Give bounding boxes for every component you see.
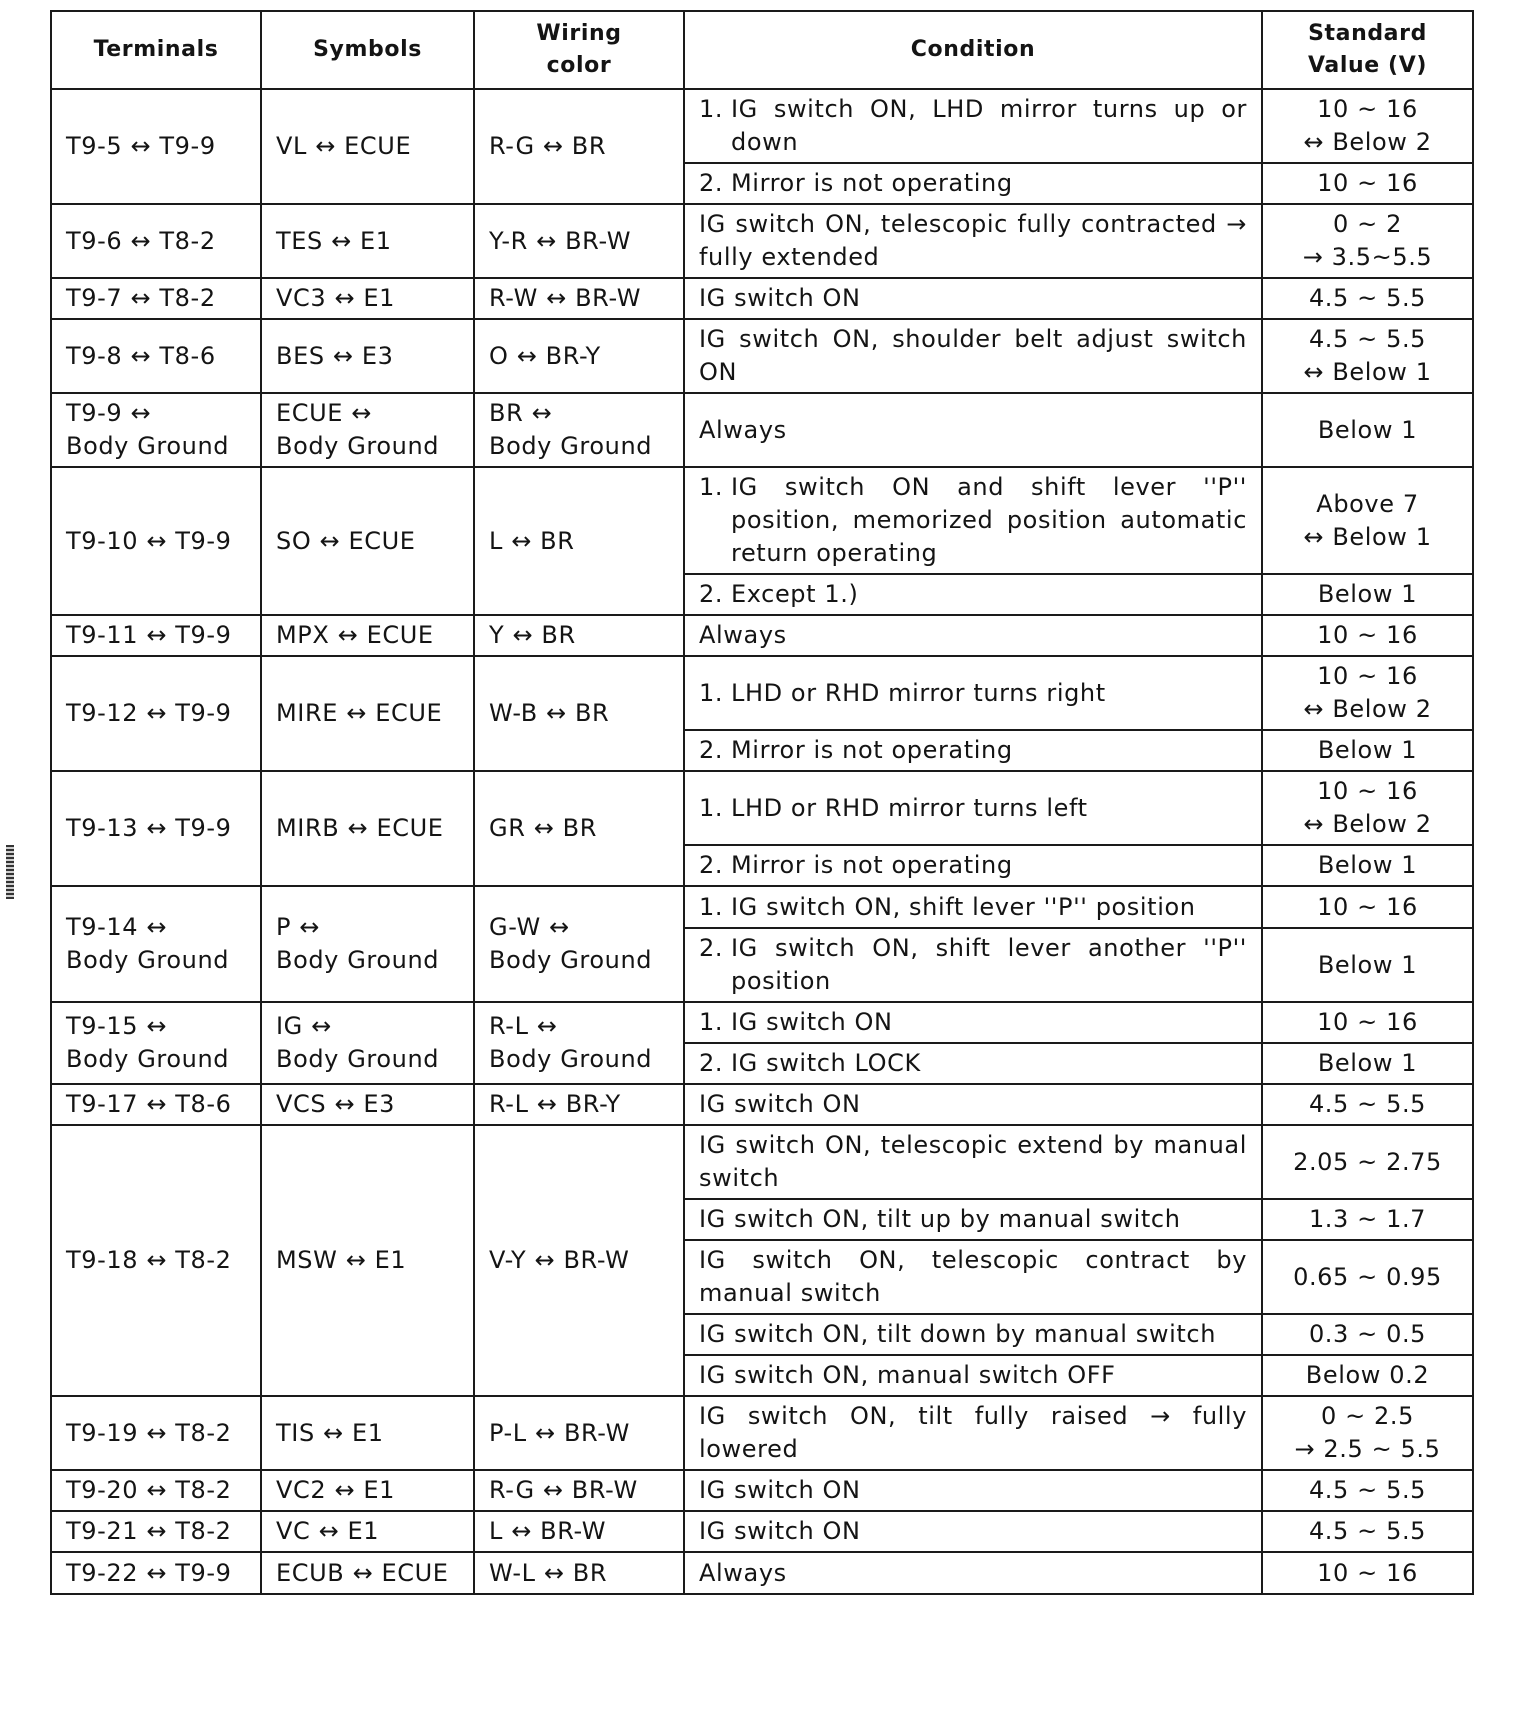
condition-text: IG switch ON, telescopic contract by manual switch <box>699 1246 1247 1307</box>
condition-item <box>699 167 1247 200</box>
table-row <box>51 615 1473 656</box>
condition-cell <box>684 1002 1262 1043</box>
standard-value-cell: 10 ~ 16 ↔ Below 2 <box>1262 89 1473 163</box>
standard-value-cell: 10 ~ 16 ↔ Below 2 <box>1262 771 1473 845</box>
condition-text: Mirror is not operating <box>731 736 1013 764</box>
condition-item <box>699 677 1247 710</box>
standard-value-cell: 2.05 ~ 2.75 <box>1262 1125 1473 1199</box>
standard-value-cell: 0.3 ~ 0.5 <box>1262 1314 1473 1355</box>
wiring-color-cell: R-L ↔ Body Ground <box>474 1002 684 1084</box>
condition-cell <box>684 1396 1262 1470</box>
header-wiring-color: Wiring color <box>474 11 684 89</box>
condition-item <box>699 578 1247 611</box>
condition-item <box>699 471 1247 570</box>
wiring-color-cell: W-L ↔ BR <box>474 1552 684 1594</box>
condition-cell <box>684 615 1262 656</box>
standard-value-cell: 0.65 ~ 0.95 <box>1262 1240 1473 1314</box>
table-row <box>51 1002 1473 1043</box>
symbols-cell: MPX ↔ ECUE <box>261 615 474 656</box>
condition-text: IG switch ON, shift lever ''P'' position <box>731 892 1196 921</box>
condition-text: IG switch ON, tilt up by manual switch <box>699 1205 1181 1233</box>
symbols-cell: VL ↔ ECUE <box>261 89 474 204</box>
table-row <box>51 204 1473 278</box>
condition-number: 2. <box>699 580 724 608</box>
condition-cell <box>684 845 1262 886</box>
condition-item <box>699 1047 1247 1080</box>
symbols-cell: VC3 ↔ E1 <box>261 278 474 319</box>
condition-text: Mirror is not operating <box>731 851 1013 879</box>
terminals-cell: T9-8 ↔ T8-6 <box>51 319 261 393</box>
symbols-cell: ECUE ↔ Body Ground <box>261 393 474 467</box>
condition-cell <box>684 574 1262 615</box>
symbols-cell: MIRB ↔ ECUE <box>261 771 474 886</box>
condition-cell <box>684 1125 1262 1199</box>
condition-item <box>699 93 1247 159</box>
symbols-cell: MIRE ↔ ECUE <box>261 656 474 771</box>
condition-cell <box>684 89 1262 163</box>
terminals-cell: T9-22 ↔ T9-9 <box>51 1552 261 1594</box>
table-row <box>51 771 1473 845</box>
symbols-cell: VCS ↔ E3 <box>261 1084 474 1125</box>
table-row <box>51 1084 1473 1125</box>
condition-cell <box>684 928 1262 1002</box>
wiring-color-cell: R-G ↔ BR-W <box>474 1470 684 1511</box>
wiring-color-cell: L ↔ BR-W <box>474 1511 684 1552</box>
condition-cell <box>684 1511 1262 1552</box>
terminals-cell: T9-6 ↔ T8-2 <box>51 204 261 278</box>
condition-cell <box>684 1043 1262 1084</box>
condition-number: 1. <box>699 793 724 822</box>
symbols-cell: BES ↔ E3 <box>261 319 474 393</box>
condition-cell <box>684 1084 1262 1125</box>
condition-number: 2. <box>699 1049 724 1077</box>
terminal-spec-page <box>50 10 1472 1595</box>
symbols-cell: ECUB ↔ ECUE <box>261 1552 474 1594</box>
condition-cell <box>684 1552 1262 1594</box>
terminals-cell: T9-11 ↔ T9-9 <box>51 615 261 656</box>
condition-text: IG switch ON <box>699 1517 861 1545</box>
standard-value-cell: 10 ~ 16 <box>1262 163 1473 204</box>
terminals-cell: T9-17 ↔ T8-6 <box>51 1084 261 1125</box>
terminal-voltage-table <box>50 10 1474 1595</box>
symbols-cell: IG ↔ Body Ground <box>261 1002 474 1084</box>
standard-value-cell: 10 ~ 16 <box>1262 1002 1473 1043</box>
condition-text: LHD or RHD mirror turns left <box>731 793 1088 822</box>
wiring-color-cell: R-G ↔ BR <box>474 89 684 204</box>
terminals-cell: T9-7 ↔ T8-2 <box>51 278 261 319</box>
condition-cell <box>684 467 1262 574</box>
condition-text: Mirror is not operating <box>731 169 1013 197</box>
wiring-color-cell: R-L ↔ BR-Y <box>474 1084 684 1125</box>
wiring-color-cell: W-B ↔ BR <box>474 656 684 771</box>
condition-cell <box>684 1199 1262 1240</box>
condition-text: IG switch ON <box>731 1008 893 1036</box>
wiring-color-cell: GR ↔ BR <box>474 771 684 886</box>
standard-value-cell: 4.5 ~ 5.5 <box>1262 1084 1473 1125</box>
terminals-cell: T9-12 ↔ T9-9 <box>51 656 261 771</box>
condition-text: IG switch ON and shift lever ''P'' position, memorized position automatic return operating <box>731 473 1247 567</box>
standard-value-cell: 4.5 ~ 5.5 <box>1262 1470 1473 1511</box>
wiring-color-cell: Y-R ↔ BR-W <box>474 204 684 278</box>
condition-item <box>699 792 1247 825</box>
condition-number: 2. <box>699 736 724 764</box>
standard-value-cell: 10 ~ 16 <box>1262 1552 1473 1594</box>
condition-text: IG switch ON, LHD mirror turns up or down <box>731 95 1247 156</box>
condition-item <box>699 734 1247 767</box>
table-row <box>51 656 1473 730</box>
wiring-color-cell: BR ↔ Body Ground <box>474 393 684 467</box>
condition-cell <box>684 278 1262 319</box>
terminals-cell: T9-5 ↔ T9-9 <box>51 89 261 204</box>
terminals-cell: T9-21 ↔ T8-2 <box>51 1511 261 1552</box>
terminals-cell: T9-20 ↔ T8-2 <box>51 1470 261 1511</box>
standard-value-cell: Below 1 <box>1262 928 1473 1002</box>
wiring-color-cell: R-W ↔ BR-W <box>474 278 684 319</box>
table-row <box>51 1396 1473 1470</box>
standard-value-cell: Above 7 ↔ Below 1 <box>1262 467 1473 574</box>
condition-cell <box>684 163 1262 204</box>
wiring-color-cell: G-W ↔ Body Ground <box>474 886 684 1002</box>
standard-value-cell: 0 ~ 2.5 → 2.5 ~ 5.5 <box>1262 1396 1473 1470</box>
standard-value-cell: 4.5 ~ 5.5 <box>1262 1511 1473 1552</box>
terminals-cell: T9-18 ↔ T8-2 <box>51 1125 261 1396</box>
table-row <box>51 886 1473 928</box>
condition-text: IG switch ON <box>699 1476 861 1504</box>
table-row <box>51 393 1473 467</box>
standard-value-cell: 1.3 ~ 1.7 <box>1262 1199 1473 1240</box>
condition-text: LHD or RHD mirror turns right <box>731 678 1106 707</box>
table-row <box>51 319 1473 393</box>
condition-text: IG switch LOCK <box>731 1049 921 1077</box>
table-body <box>51 89 1473 1594</box>
standard-value-cell: Below 1 <box>1262 1043 1473 1084</box>
standard-value-cell: Below 1 <box>1262 393 1473 467</box>
terminals-cell: T9-13 ↔ T9-9 <box>51 771 261 886</box>
table-row <box>51 467 1473 574</box>
condition-cell <box>684 730 1262 771</box>
condition-cell <box>684 319 1262 393</box>
terminals-cell: T9-14 ↔ Body Ground <box>51 886 261 1002</box>
symbols-cell: P ↔ Body Ground <box>261 886 474 1002</box>
symbols-cell: VC2 ↔ E1 <box>261 1470 474 1511</box>
header-standard-value: Standard Value (V) <box>1262 11 1473 89</box>
symbols-cell: TES ↔ E1 <box>261 204 474 278</box>
condition-item <box>699 891 1247 924</box>
terminals-cell: T9-19 ↔ T8-2 <box>51 1396 261 1470</box>
condition-text: IG switch ON <box>699 1090 861 1118</box>
wiring-color-cell: O ↔ BR-Y <box>474 319 684 393</box>
table-row <box>51 1511 1473 1552</box>
condition-cell <box>684 204 1262 278</box>
condition-cell <box>684 771 1262 845</box>
standard-value-cell: 10 ~ 16 <box>1262 886 1473 928</box>
condition-cell <box>684 886 1262 928</box>
standard-value-cell: Below 1 <box>1262 845 1473 886</box>
symbols-cell: TIS ↔ E1 <box>261 1396 474 1470</box>
condition-text: Always <box>699 621 787 649</box>
wiring-color-cell: P-L ↔ BR-W <box>474 1396 684 1470</box>
condition-cell <box>684 1470 1262 1511</box>
condition-number: 1. <box>699 892 724 921</box>
condition-text: IG switch ON, tilt down by manual switch <box>699 1320 1217 1348</box>
condition-text: IG switch ON, manual switch OFF <box>699 1361 1116 1389</box>
header-terminals: Terminals <box>51 11 261 89</box>
standard-value-cell: 4.5 ~ 5.5 ↔ Below 1 <box>1262 319 1473 393</box>
symbols-cell: MSW ↔ E1 <box>261 1125 474 1396</box>
condition-text: Always <box>699 1558 787 1587</box>
wiring-color-cell: L ↔ BR <box>474 467 684 615</box>
condition-number: 2. <box>699 851 724 879</box>
standard-value-cell: 0 ~ 2 → 3.5~5.5 <box>1262 204 1473 278</box>
table-row <box>51 278 1473 319</box>
standard-value-cell: 10 ~ 16 <box>1262 615 1473 656</box>
table-row <box>51 1470 1473 1511</box>
symbols-cell: SO ↔ ECUE <box>261 467 474 615</box>
condition-cell <box>684 1240 1262 1314</box>
terminals-cell: T9-9 ↔ Body Ground <box>51 393 261 467</box>
condition-text: Except 1.) <box>731 580 859 608</box>
condition-number: 1. <box>699 678 724 707</box>
condition-cell <box>684 656 1262 730</box>
condition-number: 2. <box>699 169 724 197</box>
terminals-cell: T9-10 ↔ T9-9 <box>51 467 261 615</box>
condition-cell <box>684 1314 1262 1355</box>
condition-text: IG switch ON, tilt fully raised → fully lowered <box>699 1402 1247 1463</box>
standard-value-cell: 10 ~ 16 ↔ Below 2 <box>1262 656 1473 730</box>
condition-number: 1. <box>699 473 724 501</box>
standard-value-cell: Below 1 <box>1262 574 1473 615</box>
condition-text: Always <box>699 415 787 444</box>
condition-item <box>699 1006 1247 1039</box>
symbols-cell: VC ↔ E1 <box>261 1511 474 1552</box>
table-row <box>51 89 1473 163</box>
condition-text: IG switch ON <box>699 284 861 312</box>
table-row <box>51 1552 1473 1594</box>
table-row <box>51 1125 1473 1199</box>
condition-number: 1. <box>699 1008 724 1036</box>
condition-number: 2. <box>699 934 724 962</box>
standard-value-cell: 4.5 ~ 5.5 <box>1262 278 1473 319</box>
condition-text: IG switch ON, telescopic fully contracted → fully extended <box>699 210 1247 271</box>
condition-cell <box>684 1355 1262 1396</box>
standard-value-cell: Below 1 <box>1262 730 1473 771</box>
condition-cell <box>684 393 1262 467</box>
condition-text: IG switch ON, shift lever another ''P'' position <box>731 934 1247 995</box>
condition-item <box>699 849 1247 882</box>
standard-value-cell: Below 0.2 <box>1262 1355 1473 1396</box>
condition-text: IG switch ON, shoulder belt adjust switch ON <box>699 325 1247 386</box>
wiring-color-cell: V-Y ↔ BR-W <box>474 1125 684 1396</box>
condition-item <box>699 932 1247 998</box>
wiring-color-cell: Y ↔ BR <box>474 615 684 656</box>
table-header-row <box>51 11 1473 89</box>
condition-text: IG switch ON, telescopic extend by manual switch <box>699 1131 1247 1192</box>
margin-scan-mark <box>6 845 14 899</box>
condition-number: 1. <box>699 95 724 123</box>
terminals-cell: T9-15 ↔ Body Ground <box>51 1002 261 1084</box>
header-symbols: Symbols <box>261 11 474 89</box>
header-condition: Condition <box>684 11 1262 89</box>
